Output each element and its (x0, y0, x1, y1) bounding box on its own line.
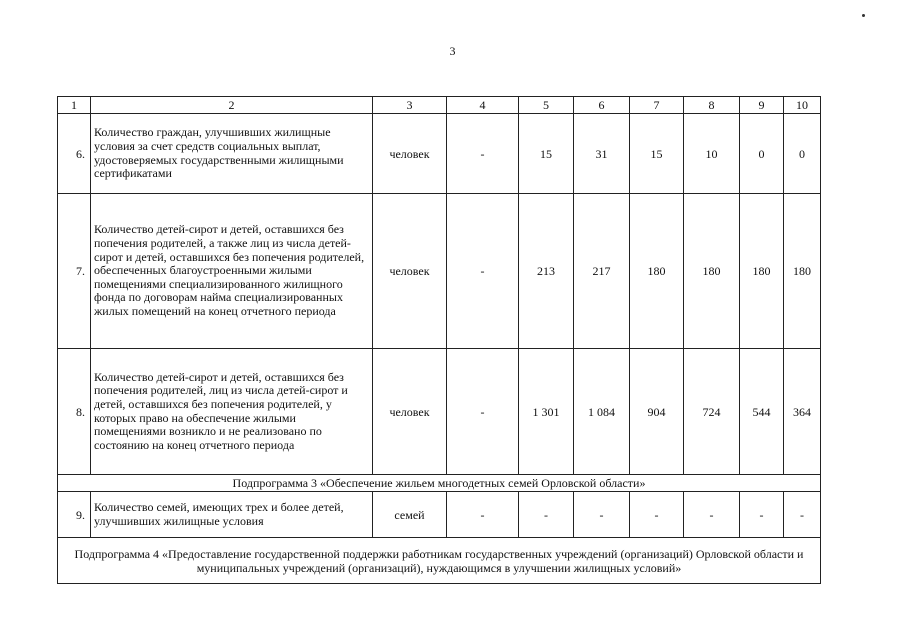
col-header-10: 10 (784, 97, 821, 114)
col-header-7: 7 (630, 97, 684, 114)
row-unit: человек (373, 114, 447, 194)
table-row (58, 492, 821, 538)
col-header-8: 8 (684, 97, 740, 114)
page-number: 3 (449, 44, 456, 58)
row-value: 724 (684, 349, 740, 475)
row-value: 180 (740, 194, 784, 349)
row-value: 0 (784, 114, 821, 194)
row-value: 364 (784, 349, 821, 475)
col-header-1: 1 (58, 97, 91, 114)
row-value: - (447, 194, 519, 349)
row-value: 544 (740, 349, 784, 475)
row-value: - (447, 492, 519, 538)
row-number: 9. (58, 492, 91, 538)
row-value: - (740, 492, 784, 538)
row-description: Количество детей-сирот и детей, оставшихся без попечения родителей, лиц из числа детей-сирот и детей, оставшихся без попечения родителей, у которых право на обеспечение жилыми помещениями возникло и не реализовано по состоянию на конец отчетного периода (91, 349, 373, 475)
row-value: 1 301 (519, 349, 574, 475)
table-row (58, 349, 821, 475)
table-row (58, 114, 821, 194)
scan-speck (862, 14, 865, 17)
row-value: 217 (574, 194, 630, 349)
subprogram-heading-row (58, 538, 821, 584)
subprogram-heading-row (58, 475, 821, 492)
row-value: - (447, 349, 519, 475)
row-value: 180 (630, 194, 684, 349)
row-value: 904 (630, 349, 684, 475)
row-value: - (574, 492, 630, 538)
row-value: 31 (574, 114, 630, 194)
header-row (58, 97, 821, 114)
col-header-4: 4 (447, 97, 519, 114)
row-value: 213 (519, 194, 574, 349)
row-value: 180 (784, 194, 821, 349)
row-unit: семей (373, 492, 447, 538)
row-value: 15 (519, 114, 574, 194)
row-value: - (784, 492, 821, 538)
col-header-9: 9 (740, 97, 784, 114)
row-number: 6. (58, 114, 91, 194)
table-row (58, 194, 821, 349)
subprogram-4-title: Подпрограмма 4 «Предоставление государственной поддержки работникам государственных учреждений (организаций) Орловской области и муниципальных учреждений (организаций), нуждающимся в улучшении жилищных условий» (58, 538, 821, 584)
row-unit: человек (373, 349, 447, 475)
row-unit: человек (373, 194, 447, 349)
row-value: - (519, 492, 574, 538)
row-value: - (447, 114, 519, 194)
row-number: 8. (58, 349, 91, 475)
row-value: 10 (684, 114, 740, 194)
row-value: 15 (630, 114, 684, 194)
subprogram-3-title: Подпрограмма 3 «Обеспечение жильем многодетных семей Орловской области» (58, 475, 821, 492)
row-description: Количество детей-сирот и детей, оставшихся без попечения родителей, а также лиц из числа детей-сирот и детей, оставшихся без попечения родителей, обеспеченных благоустроенными жилыми помещениями специализированного жилищного фонда по договорам найма специализированных жилых помещений на конец отчетного периода (91, 194, 373, 349)
row-value: - (630, 492, 684, 538)
indicators-table (57, 96, 821, 584)
col-header-6: 6 (574, 97, 630, 114)
row-value: 1 084 (574, 349, 630, 475)
row-value: - (684, 492, 740, 538)
row-description: Количество граждан, улучшивших жилищные условия за счет средств социальных выплат, удостоверяемых государственными жилищными сертификатами (91, 114, 373, 194)
col-header-5: 5 (519, 97, 574, 114)
row-description: Количество семей, имеющих трех и более детей, улучшивших жилищные условия (91, 492, 373, 538)
col-header-3: 3 (373, 97, 447, 114)
row-number: 7. (58, 194, 91, 349)
row-value: 180 (684, 194, 740, 349)
col-header-2: 2 (91, 97, 373, 114)
row-value: 0 (740, 114, 784, 194)
